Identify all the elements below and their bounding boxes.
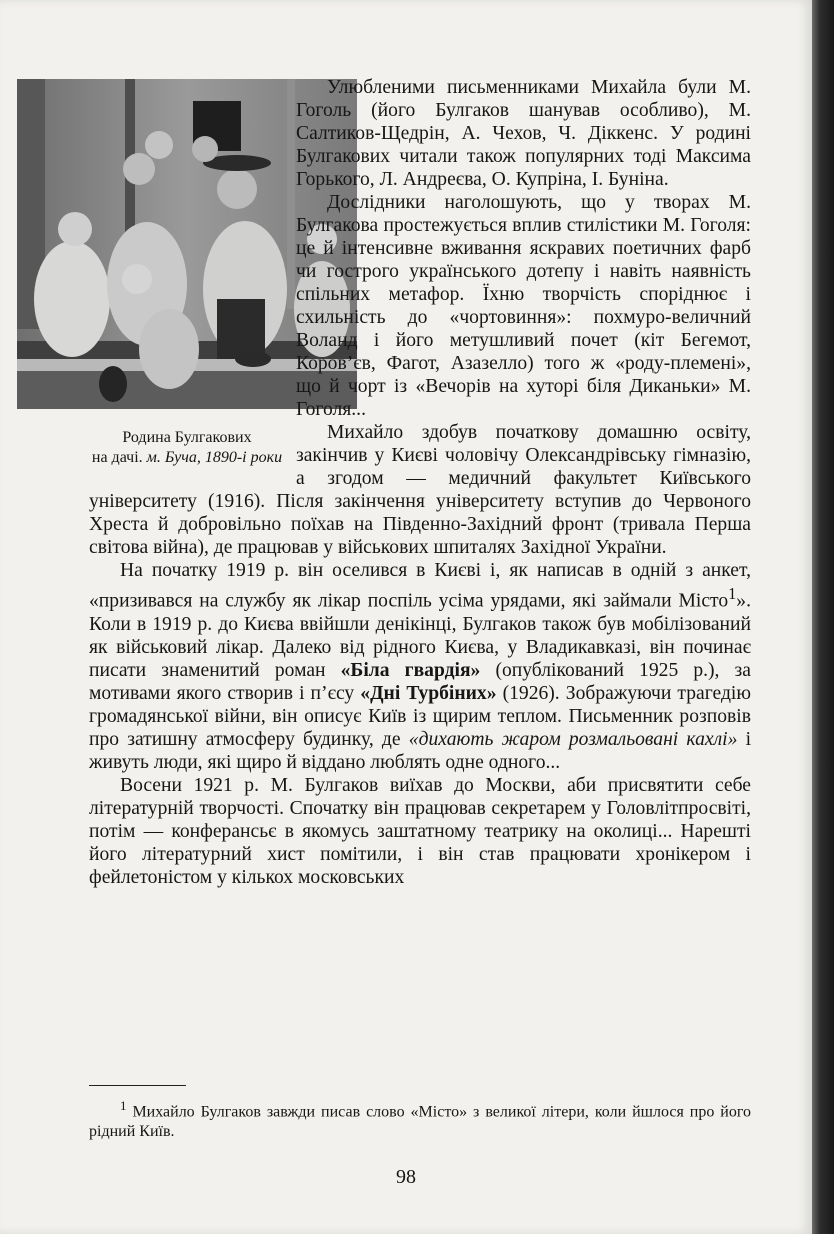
quote-italic: «дихають жаром розмальовані кахлі»	[408, 728, 738, 750]
page-edge-shadow	[812, 0, 834, 1234]
novel-title: «Біла гвардія»	[340, 659, 481, 681]
caption-place-prefix: на дачі.	[91, 449, 147, 466]
paragraph-5: Восени 1921 р. М. Булгаков виїхав до Москви, аби присвятити себе літературній творчості. Спочатку він працював секретарем у Головлітпросвіті, потім — конферансьє в якомусь заштатному театрику на околиці... Нарешті його літературний хист помітили, і він став працювати хронікером і фейлетоністом у кількох московських	[89, 774, 751, 888]
page-number: 98	[396, 1166, 416, 1188]
p4-part-e: і живуть люди, які щиро й віддано люблять одне одного...	[89, 728, 752, 773]
paragraph-3: Михайло здобув початкову домашню освіту, закінчив у Києві чоловічу Олександрівську гімназію, а згодом — медичний факультет Київського університету (1916). Після закінчення університету вступив до Червоного Хреста й добровільно поїхав на Південно-Західний фронт (тривала Перша світова війна), де працював у військових шпиталях Західної України.	[89, 422, 751, 558]
paragraph-4	[89, 559, 751, 774]
footnote-ref: 1	[728, 584, 737, 603]
caption-place-date: м. Буча, 1890-і роки	[146, 449, 283, 466]
footnote-rule	[89, 1085, 186, 1086]
play-title: «Дні Турбіних»	[360, 682, 497, 704]
footnote-marker: 1	[120, 1098, 127, 1113]
p4-part-b: ». Коли в 1919 р. до Києва ввійшли денікінці, Булгаков також був мобілізований як військовий лікар. Далеко від рідного Києва, у Владикавказі, він починає писати знаменитий роман	[89, 590, 751, 681]
p4-part-c: (опублікований 1925 р.), за мотивами якого створив і п’єсу	[89, 659, 751, 704]
footnote-text: Михайло Булгаков завжди писав слово «Місто» з великої літери, коли йшлося про його рідний Київ.	[89, 1103, 751, 1141]
paragraph-2: Дослідники наголошують, що у творах М. Булгакова простежується вплив стилістики М. Гоголя: це й інтенсивне вживання яскравих поетичних фарб чи гострого українського дотепу і навіть наявність спільних метафор. Їхню творчість споріднює і схильність до «чортовиння»: похмуро-величний Воланд і його метушливий почет (кіт Бегемот, Коров’єв, Фагот, Азазелло) того ж «роду-племені», що й чорт із «Вечорів на хуторі біля Диканьки» М. Гоголя...	[296, 192, 751, 420]
p4-part-d: (1926). Зображуючи трагедію громадянської війни, він описує Київ із щирим теплом. Письменник розповів про затишну атмосферу будинку, де	[89, 682, 751, 750]
body-text	[89, 76, 751, 889]
figure-float-space	[0, 76, 293, 468]
p4-part-a: На початку 1919 р. він оселився в Києві і, як написав в одній з анкет, «призивався на службу як лікар поспіль усіма урядами, які займали Місто	[89, 560, 751, 612]
paragraph-1: Улюбленими письменниками Михайла були М. Гоголь (його Булгаков шанував особливо), М. Салтиков-Щедрін, А. Чехов, Ч. Діккенс. У родині Булгакових читали також популярних тоді Максима Горького, Л. Андреєва, О. Купріна, І. Буніна.	[296, 77, 751, 190]
footnote	[89, 1096, 751, 1142]
caption-line-1: Родина Булгакових	[122, 429, 252, 446]
